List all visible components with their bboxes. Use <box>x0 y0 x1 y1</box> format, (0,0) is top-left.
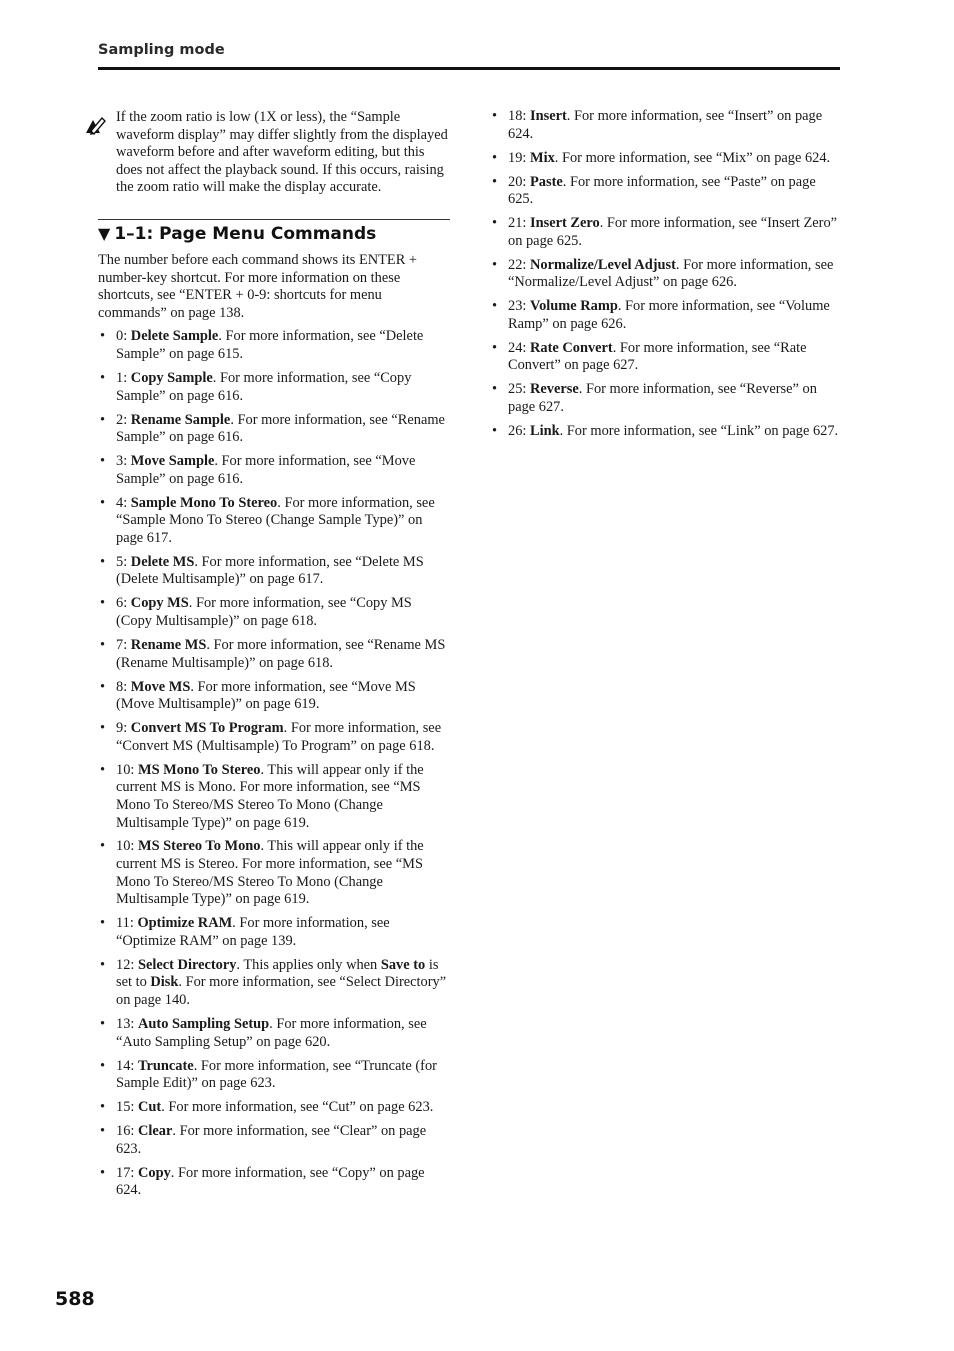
list-item <box>98 495 450 548</box>
list-item <box>98 838 450 908</box>
list-item <box>490 381 840 416</box>
bullet-icon: • <box>100 553 106 570</box>
list-item <box>98 370 450 405</box>
item-text: . For more information, see “Mix” on page 624. <box>554 149 831 166</box>
command-name: Insert <box>530 108 567 124</box>
section-title: 1–1: Page Menu Commands <box>114 223 377 244</box>
item-number: 4: <box>116 494 131 511</box>
command-name: Rate Convert <box>530 339 613 356</box>
list-item <box>490 423 840 441</box>
bullet-icon: • <box>100 761 106 778</box>
command-name: Move Sample <box>130 453 215 470</box>
list-item <box>490 215 840 250</box>
item-number: 23: <box>508 298 530 315</box>
command-name: Copy Sample <box>130 369 213 386</box>
bullet-icon: • <box>492 339 498 356</box>
bullet-icon: • <box>100 915 106 932</box>
caution-note <box>98 109 450 197</box>
item-number: 22: <box>508 256 530 273</box>
bullet-icon: • <box>492 173 498 190</box>
item-text: is set to <box>116 956 439 991</box>
item-number: 11: <box>116 915 138 932</box>
command-name: Convert MS To Program <box>130 720 284 737</box>
item-text: . For more information, see “Auto Sampling Setup” on page 620. <box>116 1016 427 1050</box>
item-text: . For more information, see “Delete Sample” on page 615. <box>116 328 424 362</box>
item-number: 7: <box>116 636 131 653</box>
item-text: . For more information, see “Cut” on page 623. <box>161 1099 434 1116</box>
bullet-icon: • <box>100 838 106 855</box>
command-list-right <box>490 108 840 441</box>
triangle-marker-icon: ▼ <box>98 223 111 243</box>
item-number: 24: <box>508 339 530 356</box>
list-item <box>98 1016 450 1051</box>
item-text: . This will appear only if the current MS is Stereo. For more information, see “MS Mono To Stereo/MS Stereo To Mono (Change Multisample Type)” on page 619. <box>116 838 424 908</box>
bullet-icon: • <box>100 328 106 345</box>
list-item <box>98 637 450 672</box>
item-number: 13: <box>116 1016 138 1032</box>
command-name: Cut <box>138 1099 162 1116</box>
item-text: . For more information, see “Rename MS (Rename Multisample)” on page 618. <box>116 636 446 671</box>
list-item <box>98 1099 450 1117</box>
list-item <box>490 257 840 292</box>
item-text: . For more information, see “Select Directory” on page 140. <box>116 974 447 1009</box>
list-item <box>98 957 450 1010</box>
command-name: Rename Sample <box>130 411 231 428</box>
item-text: . This will appear only if the current MS is Mono. For more information, see “MS Mono To Stereo/MS Stereo To Mono (Change Multisample Type)” on page 619. <box>116 761 424 831</box>
command-name: Auto Sampling Setup <box>138 1016 270 1032</box>
item-text: . For more information, see “Link” on page 627. <box>559 423 839 440</box>
item-number: 21: <box>508 215 530 232</box>
bullet-icon: • <box>100 1057 106 1074</box>
bullet-icon: • <box>100 595 106 612</box>
bullet-icon: • <box>492 381 498 398</box>
bullet-icon: • <box>100 678 106 695</box>
item-text: . For more information, see “Normalize/Level Adjust” on page 626. <box>508 256 834 291</box>
item-text: . For more information, see “Truncate (for Sample Edit)” on page 623. <box>116 1057 437 1092</box>
bullet-icon: • <box>100 1164 106 1181</box>
bullet-icon: • <box>100 453 106 470</box>
command-name: Copy MS <box>130 595 189 612</box>
item-text: . This applies only when <box>236 956 381 973</box>
page-number: 588 <box>55 1288 95 1310</box>
item-text: . For more information, see “Rate Convert” on page 627. <box>508 339 807 374</box>
item-number: 12: <box>116 956 138 973</box>
command-name: MS Stereo To Mono <box>138 838 261 855</box>
caution-pen-icon <box>84 115 106 137</box>
item-text: . For more information, see “Insert” on page 624. <box>508 108 823 142</box>
bullet-icon: • <box>100 411 106 428</box>
list-item <box>98 554 450 589</box>
item-text: . For more information, see “Optimize RAM” on page 139. <box>116 915 390 949</box>
item-text: . For more information, see “Copy Sample” on page 616. <box>116 369 412 404</box>
list-item <box>490 340 840 375</box>
item-number: 16: <box>116 1123 138 1140</box>
item-text: . For more information, see “Insert Zero” on page 625. <box>508 215 838 249</box>
item-number: 5: <box>116 553 131 570</box>
item-number: 2: <box>116 411 131 428</box>
bullet-icon: • <box>492 108 498 124</box>
item-text: . For more information, see “Move MS (Move Multisample)” on page 619. <box>116 678 416 713</box>
item-number: 8: <box>116 678 131 695</box>
bullet-icon: • <box>100 1099 106 1116</box>
note-text: If the zoom ratio is low (1X or less), the “Sample waveform display” may differ slightly from the displayed waveform before and after waveform editing, but this does not affect the playback sound. If this occurs, raising the zoom ratio will make the display accurate. <box>116 109 448 196</box>
item-number: 15: <box>116 1099 138 1116</box>
item-number: 17: <box>116 1164 138 1181</box>
command-name: Clear <box>138 1123 173 1140</box>
list-item <box>98 915 450 950</box>
section-heading <box>98 222 450 246</box>
bullet-icon: • <box>100 1016 106 1032</box>
command-list-left <box>98 328 450 1200</box>
item-text: . For more information, see “Copy” on page 624. <box>116 1164 425 1199</box>
command-name: Mix <box>530 149 555 166</box>
list-item <box>98 412 450 447</box>
item-number: 20: <box>508 173 530 190</box>
command-name: Move MS <box>130 678 191 695</box>
item-text: . For more information, see “Reverse” on page 627. <box>508 381 817 416</box>
bullet-icon: • <box>100 1123 106 1140</box>
bullet-icon: • <box>492 256 498 273</box>
list-item <box>98 1058 450 1093</box>
bullet-icon: • <box>492 423 498 440</box>
list-item <box>490 108 840 143</box>
item-text: . For more information, see “Sample Mono To Stereo (Change Sample Type)” on page 617. <box>116 494 435 546</box>
item-number: 10: <box>116 838 138 855</box>
running-header: Sampling mode <box>98 42 225 58</box>
command-name: Insert Zero <box>530 215 600 232</box>
command-name: Save to <box>380 956 426 973</box>
item-number: 3: <box>116 453 131 470</box>
item-number: 10: <box>116 761 138 778</box>
command-name: Paste <box>530 173 563 190</box>
left-column <box>98 108 450 1206</box>
command-name: Link <box>530 423 560 440</box>
command-name: Select Directory <box>138 956 237 973</box>
command-name: Reverse <box>530 381 579 398</box>
list-item <box>490 298 840 333</box>
item-text: . For more information, see “Convert MS (Multisample) To Program” on page 618. <box>116 720 442 754</box>
command-name: Rename MS <box>130 636 207 653</box>
bullet-icon: • <box>100 720 106 737</box>
bullet-icon: • <box>492 149 498 166</box>
command-name: Sample Mono To Stereo <box>130 494 278 511</box>
list-item <box>98 1123 450 1158</box>
item-text: . For more information, see “Volume Ramp” on page 626. <box>508 298 830 332</box>
list-item <box>98 720 450 755</box>
list-item <box>98 328 450 363</box>
list-item <box>490 150 840 168</box>
item-number: 14: <box>116 1057 138 1074</box>
right-column <box>490 108 840 447</box>
item-text: . For more information, see “Clear” on page 623. <box>116 1123 427 1157</box>
item-text: . For more information, see “Copy MS (Copy Multisample)” on page 618. <box>116 595 412 629</box>
command-name: Copy <box>138 1164 171 1181</box>
bullet-icon: • <box>100 494 106 511</box>
item-number: 26: <box>508 423 530 440</box>
item-text: . For more information, see “Rename Sample” on page 616. <box>116 411 445 446</box>
command-name: Truncate <box>138 1057 194 1074</box>
section-page-menu-commands <box>98 219 450 1200</box>
command-name: Delete Sample <box>130 328 219 345</box>
item-number: 1: <box>116 369 131 386</box>
intro-paragraph: The number before each command shows its ENTER + number-key shortcut. For more information on these shortcuts, see “ENTER + 0-9: shortcuts for menu commands” on page 138. <box>98 251 418 321</box>
command-name: Optimize RAM <box>137 915 233 932</box>
item-text: . For more information, see “Paste” on page 625. <box>508 173 816 208</box>
list-item <box>98 1165 450 1200</box>
header-rule <box>98 67 840 70</box>
bullet-icon: • <box>100 636 106 653</box>
bullet-icon: • <box>100 956 106 973</box>
item-number: 25: <box>508 381 530 398</box>
item-number: 18: <box>508 108 530 124</box>
bullet-icon: • <box>100 369 106 386</box>
list-item <box>98 453 450 488</box>
item-number: 0: <box>116 328 131 345</box>
command-name: Disk <box>150 974 179 991</box>
command-name: Volume Ramp <box>530 298 618 315</box>
item-text: . For more information, see “Delete MS (Delete Multisample)” on page 617. <box>116 553 424 588</box>
command-name: Delete MS <box>130 553 195 570</box>
list-item <box>98 679 450 714</box>
command-name: Normalize/Level Adjust <box>530 256 676 273</box>
list-item <box>98 762 450 832</box>
item-text: . For more information, see “Move Sample” on page 616. <box>116 453 416 487</box>
list-item <box>98 595 450 630</box>
command-name: MS Mono To Stereo <box>138 761 261 778</box>
bullet-icon: • <box>492 215 498 232</box>
list-item <box>490 174 840 209</box>
bullet-icon: • <box>492 298 498 315</box>
item-number: 9: <box>116 720 131 737</box>
item-number: 6: <box>116 595 131 612</box>
item-number: 19: <box>508 149 530 166</box>
